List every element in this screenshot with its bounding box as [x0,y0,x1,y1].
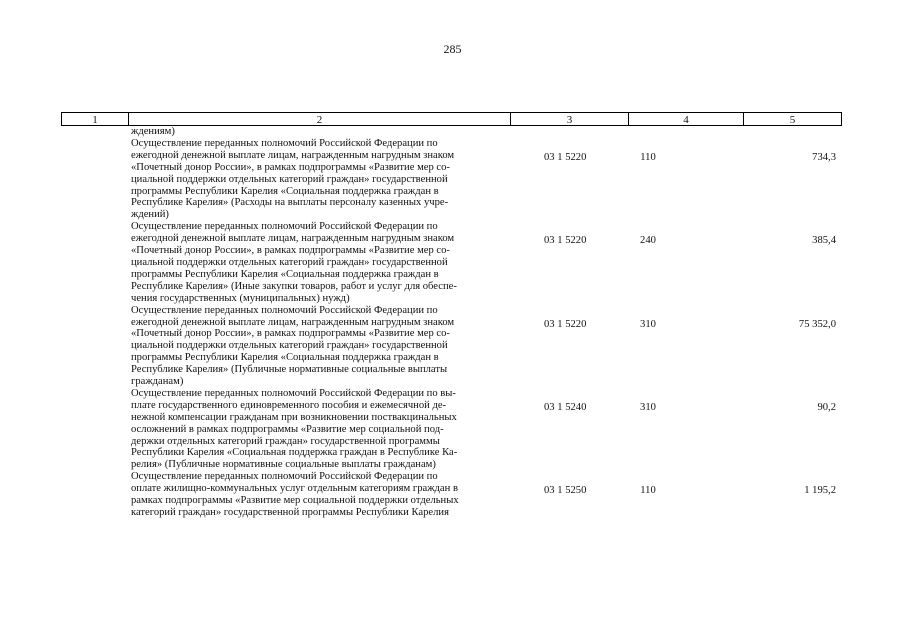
header-col-1: 1 [62,113,129,125]
row-code: 03 1 5250 [544,485,587,497]
table-header [61,112,842,126]
row-type: 110 [640,151,656,163]
row-description: Осуществление переданных полномочий Российской Федерации по ежегодной денежной выплате лицам, награжденным нагрудным знаком «Почетный донор России», в рамках подпрограммы «Развитие мер со- циальной поддержки отдельных категорий граждан» государственной программы Республики Карелия «Социальная поддержка граждан в Республике Карелия» (Иные закупки товаров, работ и услуг для обеспе- чения государственных (муниципальных) нужд) [131,221,457,304]
continuation-text: ждениям) [131,126,175,137]
row-code: 03 1 5240 [544,401,587,413]
header-col-4: 4 [629,113,744,125]
table-row [131,305,842,388]
row-amount: 90,2 [817,401,836,413]
header-col-5: 5 [789,114,796,126]
row-description: Осуществление переданных полномочий Российской Федерации по вы- плате государственного единовременного пособия и ежемесячной де- нежной компенсации гражданам при возникновении поствакцинальных осложнений в рамках подпрограммы «Развитие мер социальной под- держки отдельных категорий граждан» государственной программы Республики Карелия «Социальная поддержка граждан в Республике Ка- релия» (Публичные нормативные социальные выплаты гражданам) [131,387,458,471]
table-row [131,388,842,471]
row-code: 03 1 5220 [544,318,587,330]
row-description: Осуществление переданных полномочий Российской Федерации по оплате жилищно-коммунальных услуг отдельным категориям граждан в рамках подпрограммы «Развитие мер социальной поддержки отдельных категорий граждан» государственной программы Республики Карелия [131,471,459,518]
table-row [131,221,842,304]
table-body [131,126,842,519]
row-description: Осуществление переданных полномочий Российской Федерации по ежегодной денежной выплате лицам, награжденным нагрудным знаком «Почетный донор России», в рамках подпрограммы «Развитие мер со- циальной поддержки отдельных категорий граждан» государственной программы Республики Карелия «Социальная поддержка граждан в Республике Карелия» (Расходы на выплаты персоналу казенных учре- ждений) [131,137,455,221]
row-type: 240 [640,235,656,247]
header-col-2: 2 [129,113,511,125]
row-code: 03 1 5220 [544,235,587,247]
row-type: 310 [640,318,656,330]
header-col-3: 3 [511,113,629,125]
row-description: Осуществление переданных полномочий Российской Федерации по ежегодной денежной выплате лицам, награжденным нагрудным знаком «Почетный донор России», в рамках подпрограммы «Развитие мер со- циальной поддержки отдельных категорий граждан» государственной программы Республики Карелия «Социальная поддержка граждан в Республике Карелия» (Публичные нормативные социальные выплаты гражданам) [131,304,455,388]
row-amount: 1 195,2 [804,485,836,497]
row-amount: 385,4 [812,235,836,247]
table-row [131,138,842,221]
row-type: 110 [640,485,656,497]
row-amount: 734,3 [812,151,836,163]
row-code: 03 1 5220 [544,151,587,163]
row-type: 310 [640,401,656,413]
table-row [131,471,842,519]
continuation-row [131,126,842,138]
page-number: 285 [443,42,462,56]
row-amount: 75 352,0 [798,318,836,330]
